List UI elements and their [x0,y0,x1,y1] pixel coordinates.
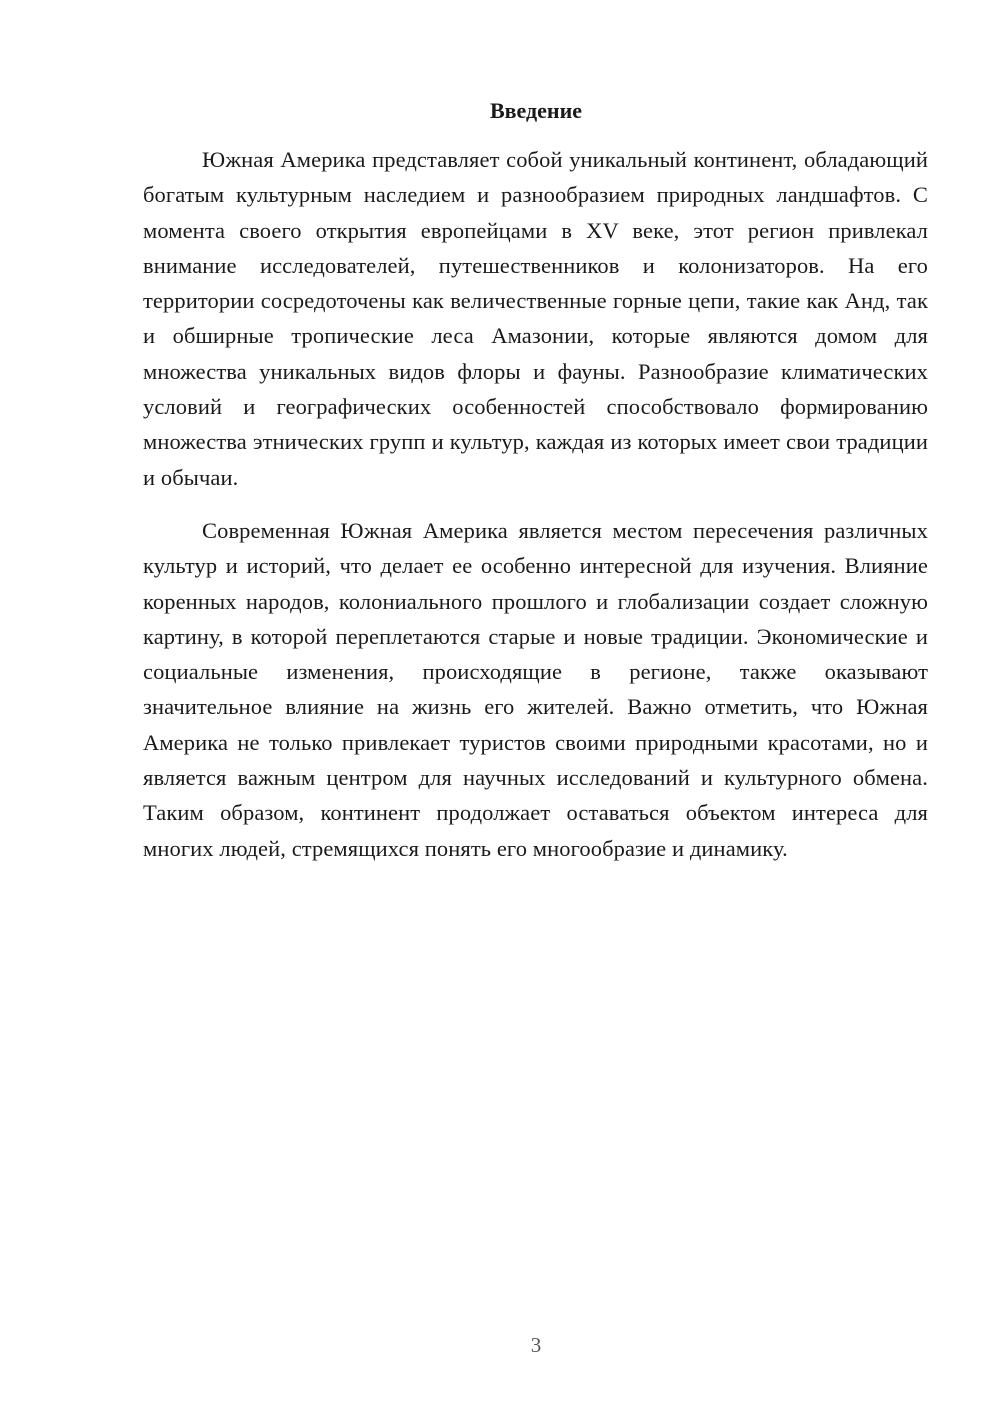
page-number: 3 [530,1333,542,1357]
body-text [143,142,928,884]
paragraph-2: Современная Южная Америка является местом пересечения различных культур и историй, что делает ее особенно интересной для изучения. Влияние коренных народов, колониального прошлого и глобализации создает сложную картину, в которой переплетаются старые и новые традиции. Экономические и социальные изменения, происходящие в регионе, также оказывают значительное влияние на жизнь его жителей. Важно отметить, что Южная Америка не только привлекает туристов своими природными красотами, но и является важным центром для научных исследований и культурного обмена. Таким образом, континент продолжает оставаться объектом интереса для многих людей, стремящихся понять его многообразие и динамику. [143,517,928,861]
section-heading: Введение [489,98,583,123]
paragraph-1: Южная Америка представляет собой уникальный континент, обладающий богатым культурным наследием и разнообразием природных ландшафтов. С момента своего открытия европейцами в XV веке, этот регион привлекал внимание исследователей, путешественников и колонизаторов. На его территории сосредоточены как величественные горные цепи, такие как Анд, так и обширные тропические леса Амазонии, которые являются домом для множества уникальных видов флоры и фауны. Разнообразие климатических условий и географических особенностей способствовало формированию множества этнических групп и культур, каждая из которых имеет свои традиции и обычаи. [143,147,928,490]
